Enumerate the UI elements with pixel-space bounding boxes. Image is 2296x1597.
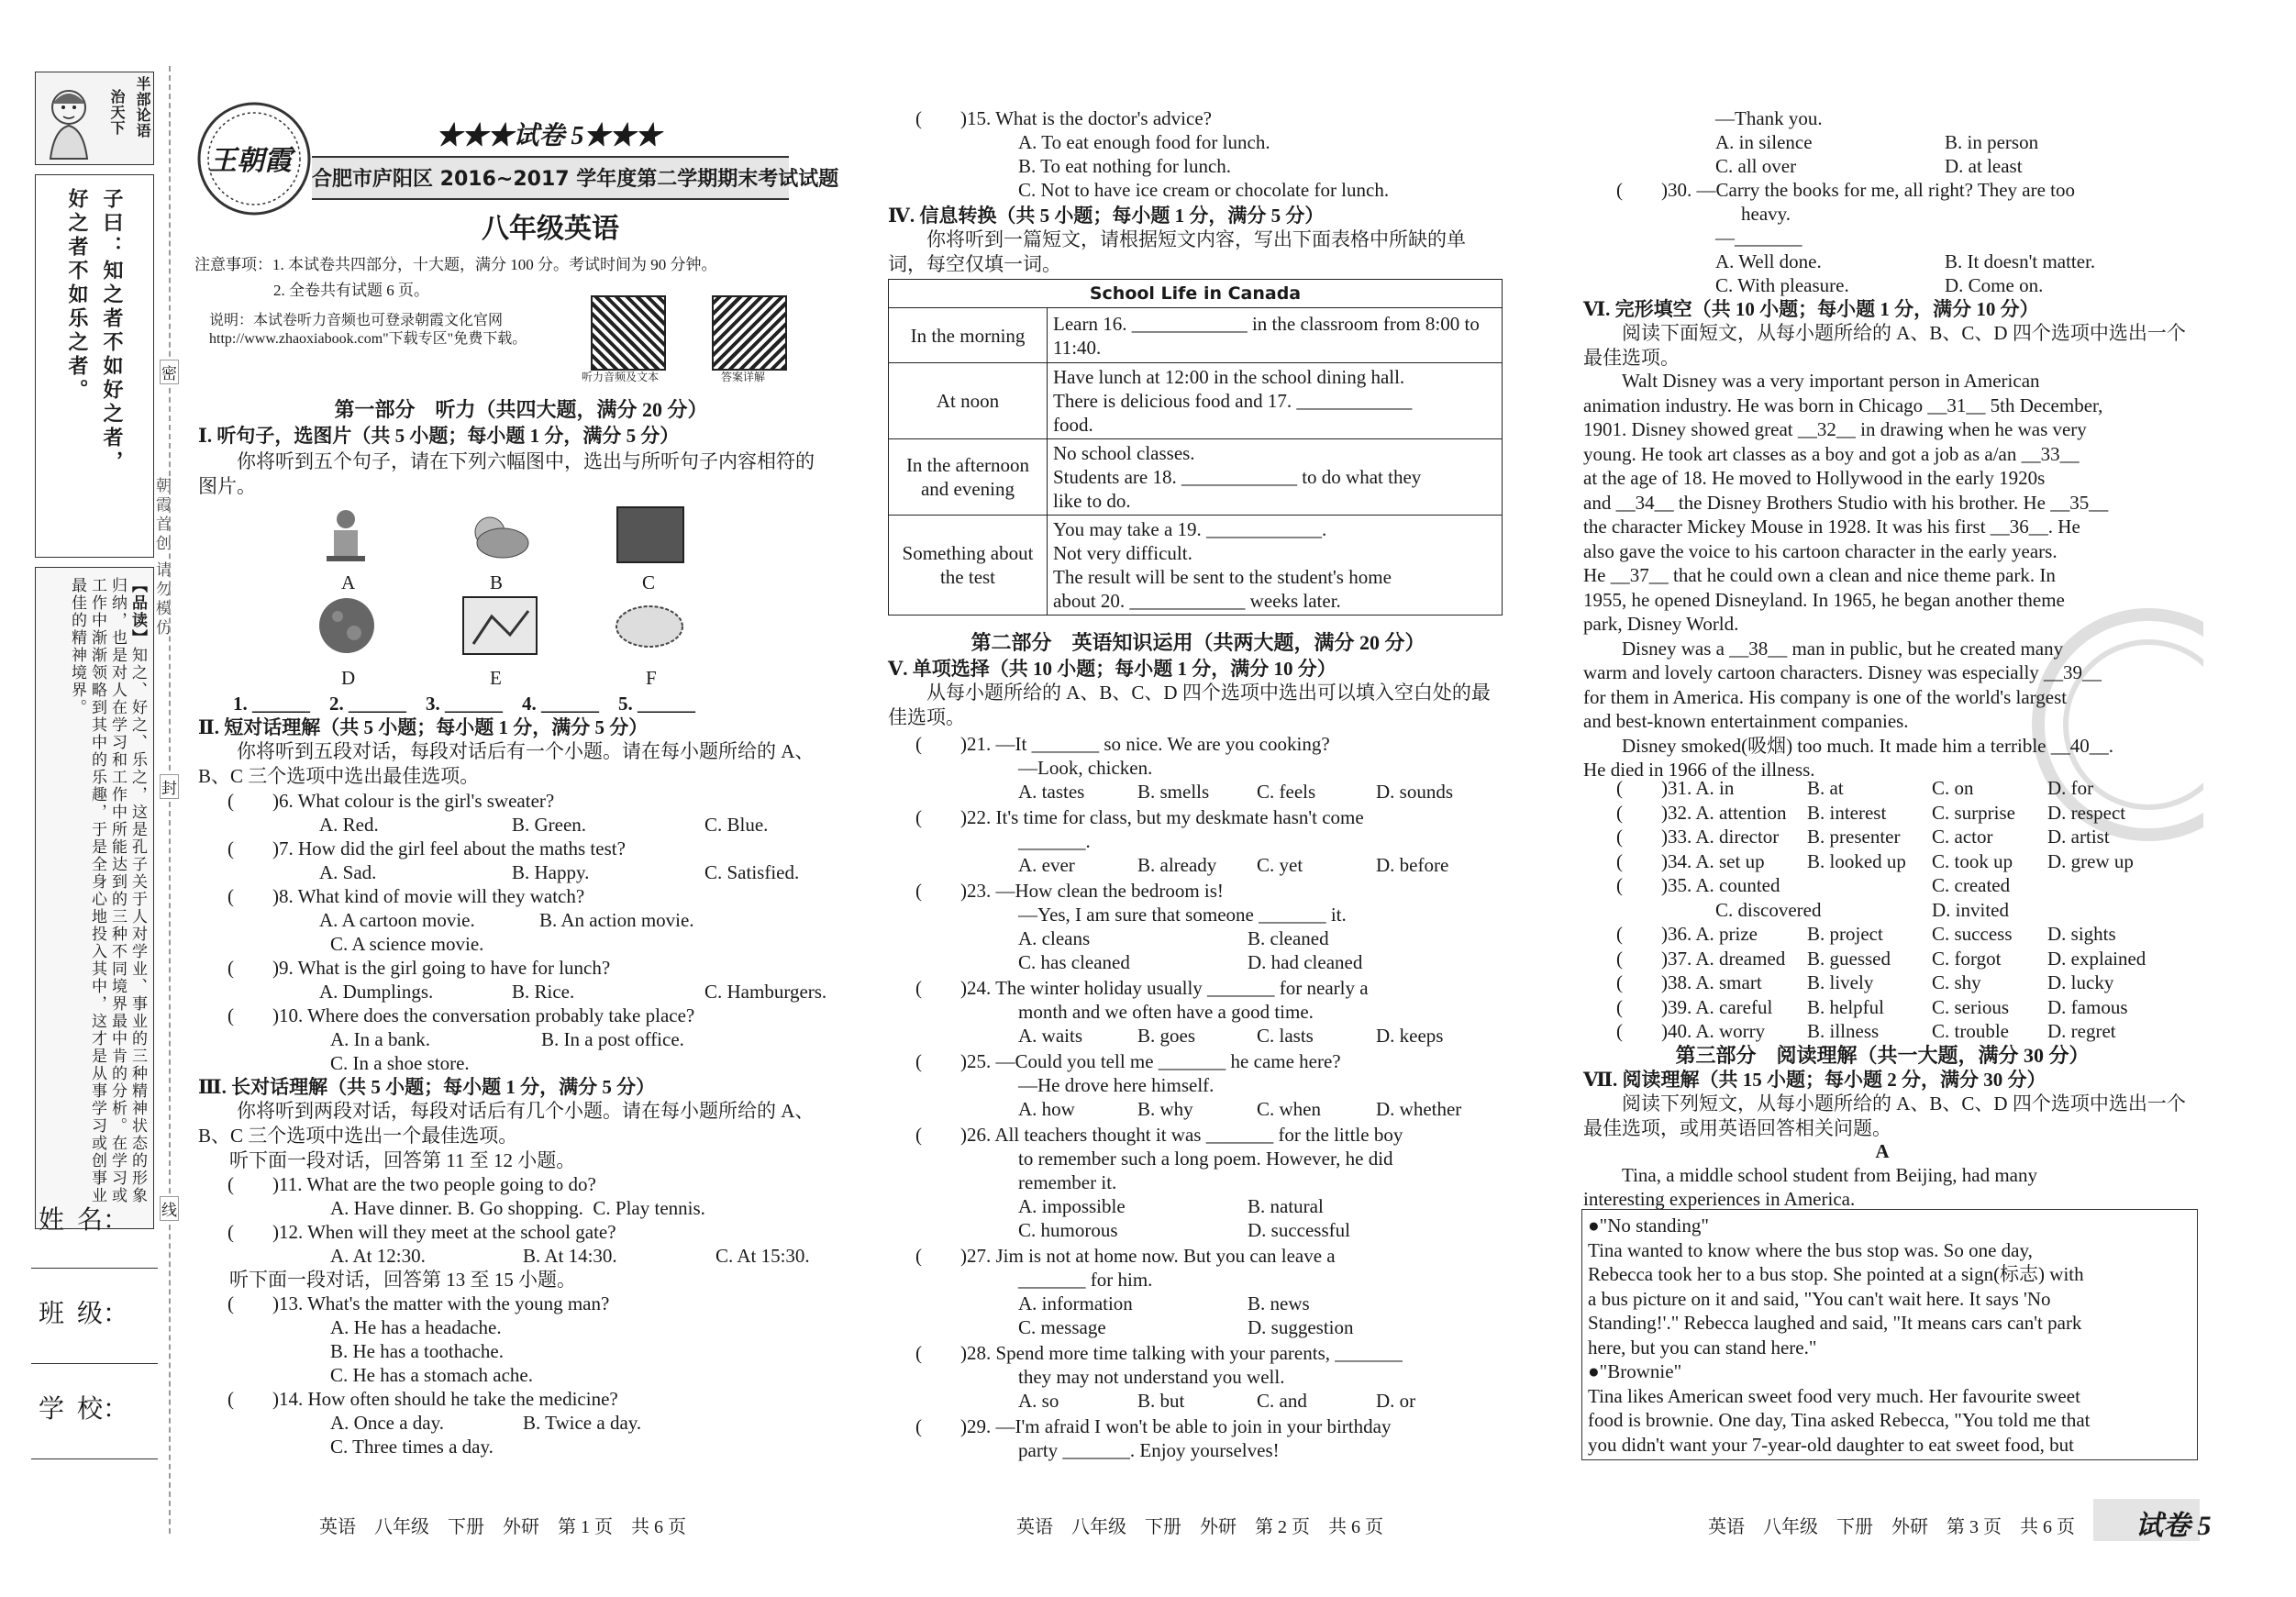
- quote-box: [35, 174, 154, 558]
- question-23-options-cd: C. has cleaned D. had cleaned: [1018, 951, 1363, 973]
- vertical-notes: 朝霞首创 请勿模仿: [153, 477, 171, 639]
- cloze-line: and __34__ the Disney Brothers Studio with his brother. He __35__: [1583, 491, 2109, 514]
- cloze-passage: [1583, 369, 2198, 782]
- question-9-options: A. Dumplings. B. Rice. C. Hamburgers.: [319, 981, 827, 1003]
- cloze-line: Disney smoked(吸烟) too much. It made him a terrible __40__.: [1622, 734, 2113, 757]
- question-29[interactable]: ( )29. —I'm afraid I won't be able to join in your birthday: [915, 1415, 1392, 1437]
- cloze-line: Walt Disney was a very important person in American: [1622, 370, 2040, 392]
- question-13[interactable]: ( )13. What's the matter with the young man?: [227, 1292, 610, 1314]
- picture-label-a: A: [341, 571, 356, 593]
- picture-b[interactable]: [462, 505, 536, 569]
- question-7[interactable]: ( )7. How did the girl feel about the maths test?: [227, 837, 626, 859]
- row-afternoon-value[interactable]: No school classes. Students are 18. ____________ to do what they like to do.: [1048, 439, 1503, 516]
- seal-char-1: 密: [160, 360, 179, 384]
- question-29-options-ab: A. in silence B. in person: [1715, 131, 2039, 153]
- brand-top: 半部论语: [134, 76, 150, 139]
- question-13-option-c: C. He has a stomach ache.: [330, 1364, 534, 1386]
- row-noon-value[interactable]: Have lunch at 12:00 in the school dining hall. There is delicious food and 17. ____________ food.: [1048, 363, 1503, 439]
- sidebar: [28, 66, 156, 1204]
- story-line: a bus picture on it and said, "You can't wait here. It says 'No: [1588, 1287, 2051, 1310]
- question-28-line-2: they may not understand you well.: [1018, 1366, 1285, 1388]
- cloze-line: He died in 1966 of the illness.: [1583, 759, 1815, 781]
- name-field-label: 姓 名：: [39, 1206, 129, 1235]
- row-test-key: Something about the test: [889, 516, 1048, 616]
- story-line: Rebecca took her to a bus stop. She pointed at a sign(标志) with: [1588, 1263, 2084, 1285]
- part-1-heading: 第一部分 听力（共四大题，满分 20 分）: [334, 398, 708, 421]
- question-26-options-ab: A. impossible B. natural: [1018, 1195, 1324, 1217]
- qr-code-audio-caption: 听力音频及文本: [582, 371, 660, 383]
- info-table: [888, 279, 1503, 616]
- audio-note: 说明：本试卷听力音频也可登录朝霞文化官网 http://www.zhaoxiabook.com"下载专区"免费下载。: [209, 313, 527, 347]
- question-30-line-3: —_______: [1715, 227, 1802, 249]
- cloze-option-row[interactable]: ( )33. A. director B. presenter C. actor D. artist: [1616, 826, 2110, 848]
- part-2-heading: 第二部分 英语知识运用（共两大题，满分 20 分）: [971, 631, 1425, 654]
- section-2-intro: 你将听到五段对话，每段对话后有一个小题。请在每小题所给的 A、B、C 三个选项中选出最佳选项。: [198, 740, 815, 787]
- cloze-option-row[interactable]: ( )31. A. in B. at C. on D. for: [1616, 777, 2094, 799]
- question-23-options-ab: A. cleans B. cleaned: [1018, 927, 1329, 949]
- cloze-line: 1955, he opened Disneyland. In 1965, he began another theme: [1583, 588, 2065, 611]
- subject-title: 八年级英语: [482, 213, 619, 245]
- picture-b-cloud-sun-icon: [462, 505, 536, 569]
- quote-col-2: 好之者不如乐之者。: [66, 188, 89, 403]
- section-2-title: Ⅱ. 短对话理解（共 5 小题；每小题 1 分，满分 5 分）: [198, 716, 649, 738]
- picture-a[interactable]: [314, 505, 378, 569]
- logo-text: 王朝霞: [209, 146, 292, 176]
- quote-col-1: 子曰：知之者不如好之者，: [101, 188, 124, 474]
- picture-f[interactable]: [613, 602, 686, 651]
- question-29-options-cd: C. all over D. at least: [1715, 155, 2023, 177]
- page-2: [886, 0, 1510, 1597]
- cloze-line: animation industry. He was born in Chicago __31__ 5th December,: [1583, 394, 2103, 416]
- cloze-line: the character Mickey Mouse in 1928. It was his first __36__. He: [1583, 516, 2080, 538]
- qr-code-answer[interactable]: [712, 295, 787, 371]
- question-13-option-b: B. He has a toothache.: [330, 1340, 504, 1362]
- story-line: Tina likes American sweet food very much. Her favourite sweet: [1588, 1384, 2080, 1407]
- school-field-label: 学 校：: [39, 1395, 129, 1424]
- passage-intro-1: Tina, a middle school student from Beijing, had many: [1622, 1164, 2038, 1186]
- pindu-box: [35, 567, 154, 1229]
- section-6-intro: 阅读下面短文，从每小题所给的 A、B、C、D 四个选项中选出一个最佳选项。: [1583, 322, 2186, 369]
- story-line: Tina wanted to know where the bus stop was. So one day,: [1588, 1238, 2033, 1261]
- exam-title: 合肥市庐阳区 2016~2017 学年度第二学期期末考试试题: [312, 168, 839, 191]
- info-table-title: School Life in Canada: [889, 280, 1503, 308]
- story-line: food is brownie. One day, Tina asked Rebecca, "You told me that: [1588, 1409, 2091, 1431]
- section-3-intro: 你将听到两段对话，每段对话后有几个小题。请在每小题所给的 A、B、C 三个选项中选出一个最佳选项。: [198, 1100, 815, 1147]
- question-8-options: A. A cartoon movie. B. An action movie.: [319, 909, 694, 931]
- footer-page-1: 英语 八年级 下册 外研 第 1 页 共 6 页: [319, 1517, 686, 1537]
- cloze-line: He __37__ that he could own a clean and nice theme park. In: [1583, 564, 2056, 586]
- part-3-heading: 第三部分 阅读理解（共一大题，满分 30 分）: [1675, 1044, 2090, 1067]
- cloze-option-row[interactable]: ( )36. A. prize B. project C. success D. sights: [1616, 923, 2116, 945]
- cloze-option-row[interactable]: ( )37. A. dreamed B. guessed C. forgot D. explained: [1616, 947, 2146, 970]
- section-5-intro: 从每小题所给的 A、B、C、D 四个选项中选出可以填入空白处的最佳选项。: [888, 682, 1491, 728]
- row-test-value[interactable]: You may take a 19. ____________. Not very difficult. The result will be sent to the student's home about 20. ____________ weeks later.: [1048, 516, 1503, 616]
- class-field-line[interactable]: [31, 1363, 158, 1364]
- question-30[interactable]: ( )30. —Carry the books for me, all right? They are too: [1616, 179, 2075, 201]
- section-3-dialog-1: 听下面一段对话，回答第 11 至 12 小题。: [229, 1149, 576, 1171]
- section-7-title: Ⅶ. 阅读理解（共 15 小题；每小题 2 分，满分 30 分）: [1583, 1069, 2046, 1091]
- row-morning-key: In the morning: [889, 308, 1048, 363]
- story-line: you didn't want your 7-year-old daughter to eat sweet food, but: [1588, 1433, 2074, 1456]
- question-27-line-2: _______ for him.: [1018, 1269, 1153, 1291]
- picture-label-b: B: [490, 571, 504, 593]
- question-26-line-2: to remember such a long poem. However, he did: [1018, 1148, 1393, 1170]
- footer-page-3: 英语 八年级 下册 外研 第 3 页 共 6 页: [1708, 1517, 2075, 1537]
- question-15-option-b: B. To eat nothing for lunch.: [1018, 155, 1232, 177]
- question-13-option-a: A. He has a headache.: [330, 1316, 502, 1338]
- qr-code-audio[interactable]: [591, 295, 666, 371]
- cloze-line: for them in America. His company is one of the world's largest: [1583, 685, 2068, 708]
- section-1-title: Ⅰ. 听句子，选图片（共 5 小题；每小题 1 分，满分 5 分）: [198, 425, 680, 447]
- cloze-line: young. He took art classes as a boy and got a job as a/an __33__: [1583, 442, 2080, 465]
- cloze-line: 1901. Disney showed great __32__ in drawing when he was very: [1583, 418, 2087, 440]
- picture-a-man-icon: [314, 505, 378, 569]
- question-30-options-ab: A. Well done. B. It doesn't matter.: [1715, 250, 2096, 272]
- brand-box: [35, 72, 154, 165]
- question-24-line-2: month and we often have a good time.: [1018, 1001, 1314, 1023]
- seal-char-3: 线: [160, 1196, 179, 1221]
- question-29-reply: —Thank you.: [1715, 107, 1823, 129]
- question-22[interactable]: ( )22. It's time for class, but my deskmate hasn't come: [915, 806, 1364, 828]
- question-24[interactable]: ( )24. The winter holiday usually _______ for nearly a: [915, 977, 1369, 999]
- name-field-line[interactable]: [31, 1268, 158, 1269]
- section-4-title: Ⅳ. 信息转换（共 5 小题；每小题 1 分，满分 5 分）: [888, 205, 1325, 227]
- brand-mid: 治天下: [108, 89, 124, 136]
- picture-e[interactable]: [462, 596, 538, 655]
- question-25-options: A. how B. why C. when D. whether: [1018, 1098, 1462, 1120]
- footer-page-2: 英语 八年级 下册 外研 第 2 页 共 6 页: [1016, 1517, 1383, 1537]
- question-15-option-c: C. Not to have ice cream or chocolate for lunch.: [1018, 179, 1390, 201]
- question-28[interactable]: ( )28. Spend more time talking with your parents, _______: [915, 1342, 1403, 1364]
- question-21-options: A. tastes B. smells C. feels D. sounds: [1018, 781, 1454, 803]
- picture-f-rock-icon: [613, 602, 686, 651]
- question-8-option-c: C. A science movie.: [330, 933, 484, 955]
- scholar-icon: [39, 80, 100, 161]
- question-10[interactable]: ( )10. Where does the conversation probably take place?: [227, 1004, 695, 1026]
- class-field-label: 班 级：: [39, 1300, 129, 1328]
- question-6-options: A. Red. B. Green. C. Blue.: [319, 814, 769, 836]
- page-1: [191, 0, 851, 1597]
- picture-d[interactable]: [317, 596, 376, 655]
- cloze-option-row[interactable]: ( )35. A. counted C. created: [1616, 874, 2011, 896]
- school-field-line[interactable]: [31, 1458, 158, 1459]
- paper-number: ★★★试卷 5★★★: [436, 122, 661, 150]
- story-box: [1581, 1209, 2198, 1460]
- question-11[interactable]: ( )11. What are the two people going to do?: [227, 1173, 596, 1195]
- question-9[interactable]: ( )9. What is the girl going to have for lunch?: [227, 957, 611, 979]
- row-morning-value[interactable]: Learn 16. ____________ in the classroom from 8:00 to 11:40.: [1048, 308, 1503, 363]
- question-27-options-cd: C. message D. suggestion: [1018, 1316, 1354, 1338]
- section-1-answers[interactable]: 1. ______ 2. ______ 3. ______ 4. ______ 5. ______: [233, 693, 695, 715]
- notes-1: 注意事项：1. 本试卷共四部分，十大题，满分 100 分。考试时间为 90 分钟。: [194, 256, 717, 273]
- cloze-line: warm and lovely cartoon characters. Disney was especially __39__: [1583, 661, 2102, 683]
- cloze-option-row[interactable]: ( )38. A. smart B. lively C. shy D. lucky: [1616, 971, 2114, 993]
- picture-c[interactable]: [616, 506, 684, 563]
- section-3-title: Ⅲ. 长对话理解（共 5 小题；每小题 1 分，满分 5 分）: [198, 1076, 656, 1098]
- question-22-options: A. ever B. already C. yet D. before: [1018, 854, 1449, 876]
- question-8[interactable]: ( )8. What kind of movie will they watch?: [227, 885, 585, 907]
- passage-intro-2: interesting experiences in America.: [1583, 1188, 1856, 1210]
- question-26[interactable]: ( )26. All teachers thought it was _______ for the little boy: [915, 1124, 1403, 1146]
- cloze-line: at the age of 18. He moved to Hollywood in the early 1920s: [1583, 467, 2046, 489]
- question-22-line-2: _______.: [1018, 830, 1091, 852]
- row-noon-key: At noon: [889, 363, 1048, 439]
- question-25[interactable]: ( )25. —Could you tell me _______ he came here?: [915, 1050, 1341, 1072]
- cloze-options: [1616, 776, 2203, 1044]
- question-30-line-2: heavy.: [1741, 203, 1791, 225]
- cloze-option-row[interactable]: ( )32. A. attention B. interest C. surprise D. respect: [1616, 801, 2126, 824]
- question-14-option-c: C. Three times a day.: [330, 1436, 494, 1458]
- question-7-options: A. Sad. B. Happy. C. Satisfied.: [319, 861, 800, 883]
- cloze-line: and best-known entertainment companies.: [1583, 710, 1909, 732]
- seal-line: [169, 66, 171, 1534]
- section-5-title: Ⅴ. 单项选择（共 10 小题；每小题 1 分，满分 10 分）: [888, 658, 1337, 680]
- passage-label: A: [1875, 1140, 1890, 1162]
- question-10-option-c: C. In a shoe store.: [330, 1052, 470, 1074]
- section-3-dialog-2: 听下面一段对话，回答第 13 至 15 小题。: [229, 1269, 576, 1291]
- picture-label-f: F: [646, 667, 657, 689]
- cloze-line: also gave the voice to his cartoon character in the early years.: [1583, 539, 2058, 562]
- question-30-options-cd: C. With pleasure. D. Come on.: [1715, 274, 2044, 296]
- question-23[interactable]: ( )23. —How clean the bedroom is!: [915, 880, 1224, 902]
- question-10-options: A. In a bank. B. In a post office.: [330, 1028, 684, 1050]
- qr-code-answer-caption: 答案详解: [721, 371, 766, 383]
- cloze-option-row[interactable]: ( )34. A. set up B. looked up C. took up D. grew up: [1616, 849, 2134, 872]
- section-7-intro: 阅读下列短文，从每小题所给的 A、B、C、D 四个选项中选出一个最佳选项，或用英语回答相关问题。: [1583, 1092, 2186, 1139]
- question-27-options-ab: A. information B. news: [1018, 1292, 1310, 1314]
- section-1-intro: 你将听到五个句子，请在下列六幅图中，选出与所听句子内容相符的图片。: [198, 450, 815, 497]
- story-line: here, but you can stand here.": [1588, 1336, 1817, 1359]
- question-29-line-2: party _______. Enjoy yourselves!: [1018, 1439, 1280, 1461]
- question-27[interactable]: ( )27. Jim is not at home now. But you can leave a: [915, 1245, 1336, 1267]
- notes-2: 2. 全卷共有试题 6 页。: [273, 282, 429, 299]
- section-6-title: Ⅵ. 完形填空（共 10 小题；每小题 1 分，满分 10 分）: [1583, 298, 2039, 320]
- cloze-option-row[interactable]: ( )39. A. careful B. helpful C. serious D. famous: [1616, 995, 2128, 1018]
- question-15[interactable]: ( )15. What is the doctor's advice?: [915, 107, 1212, 129]
- section-4-intro: 你将听到一篇短文，请根据短文内容，写出下面表格中所缺的单词，每空仅填一词。: [888, 228, 1466, 275]
- question-21[interactable]: ( )21. —It _______ so nice. We are you cooking?: [915, 733, 1330, 755]
- pindu-text-wrap: [67, 577, 148, 1219]
- question-26-options-cd: C. humorous D. successful: [1018, 1219, 1350, 1241]
- story-line: ●"No standing": [1588, 1214, 1709, 1237]
- question-23-line-2: —Yes, I am sure that someone _______ it.: [1018, 904, 1347, 926]
- question-6[interactable]: ( )6. What colour is the girl's sweater?: [227, 790, 555, 812]
- row-afternoon-key: In the afternoon and evening: [889, 439, 1048, 516]
- question-25-line-2: —He drove here himself.: [1018, 1074, 1215, 1096]
- story-line: ●"Brownie": [1588, 1360, 1682, 1382]
- cloze-line: park, Disney World.: [1583, 613, 1739, 635]
- picture-label-e: E: [490, 667, 502, 689]
- question-11-options: A. Have dinner. B. Go shopping. C. Play tennis.: [330, 1197, 705, 1219]
- question-12[interactable]: ( )12. When will they meet at the school gate?: [227, 1221, 616, 1243]
- page-3: [1580, 0, 2212, 1597]
- cloze-option-row[interactable]: C. discovered D. invited: [1715, 898, 2009, 921]
- pindu-label: 【品读】: [129, 577, 147, 647]
- picture-label-c: C: [642, 571, 656, 593]
- question-28-options: A. so B. but C. and D. or: [1018, 1390, 1416, 1412]
- cloze-option-row[interactable]: ( )40. A. worry B. illness C. trouble D. regret: [1616, 1020, 2116, 1042]
- cloze-line: Disney was a __38__ man in public, but he created many: [1622, 637, 2064, 660]
- picture-e-cat-icon: [464, 598, 536, 653]
- question-14[interactable]: ( )14. How often should he take the medicine?: [227, 1388, 618, 1410]
- question-26-line-3: remember it.: [1018, 1171, 1117, 1193]
- question-24-options: A. waits B. goes C. lasts D. keeps: [1018, 1025, 1444, 1047]
- question-14-options: A. Once a day. B. Twice a day.: [330, 1412, 642, 1434]
- picture-label-d: D: [341, 667, 356, 689]
- story-line: Standing!'." Rebecca laughed and said, "It means cars can't park: [1588, 1312, 2082, 1334]
- question-21-line-2: —Look, chicken.: [1018, 757, 1153, 779]
- question-15-option-a: A. To eat enough food for lunch.: [1018, 131, 1270, 153]
- question-12-options: A. At 12:30. B. At 14:30. C. At 15:30.: [330, 1245, 810, 1267]
- pindu-text: 知之、好之、乐之，这是孔子关于人对学业、事业的三种精神状态的形象归纳，也是对人在学习和工作中所能达到的三种不同境界最中肯的分析。在学习或工作中渐渐领略到其中的乐趣，于是全身心地投入其中，这才是从事学习或创事业最佳的精神境界。: [69, 577, 147, 1204]
- picture-d-moon-icon: [317, 596, 376, 655]
- corner-label: 试卷 5: [2135, 1511, 2212, 1541]
- seal-char-2: 封: [160, 774, 179, 799]
